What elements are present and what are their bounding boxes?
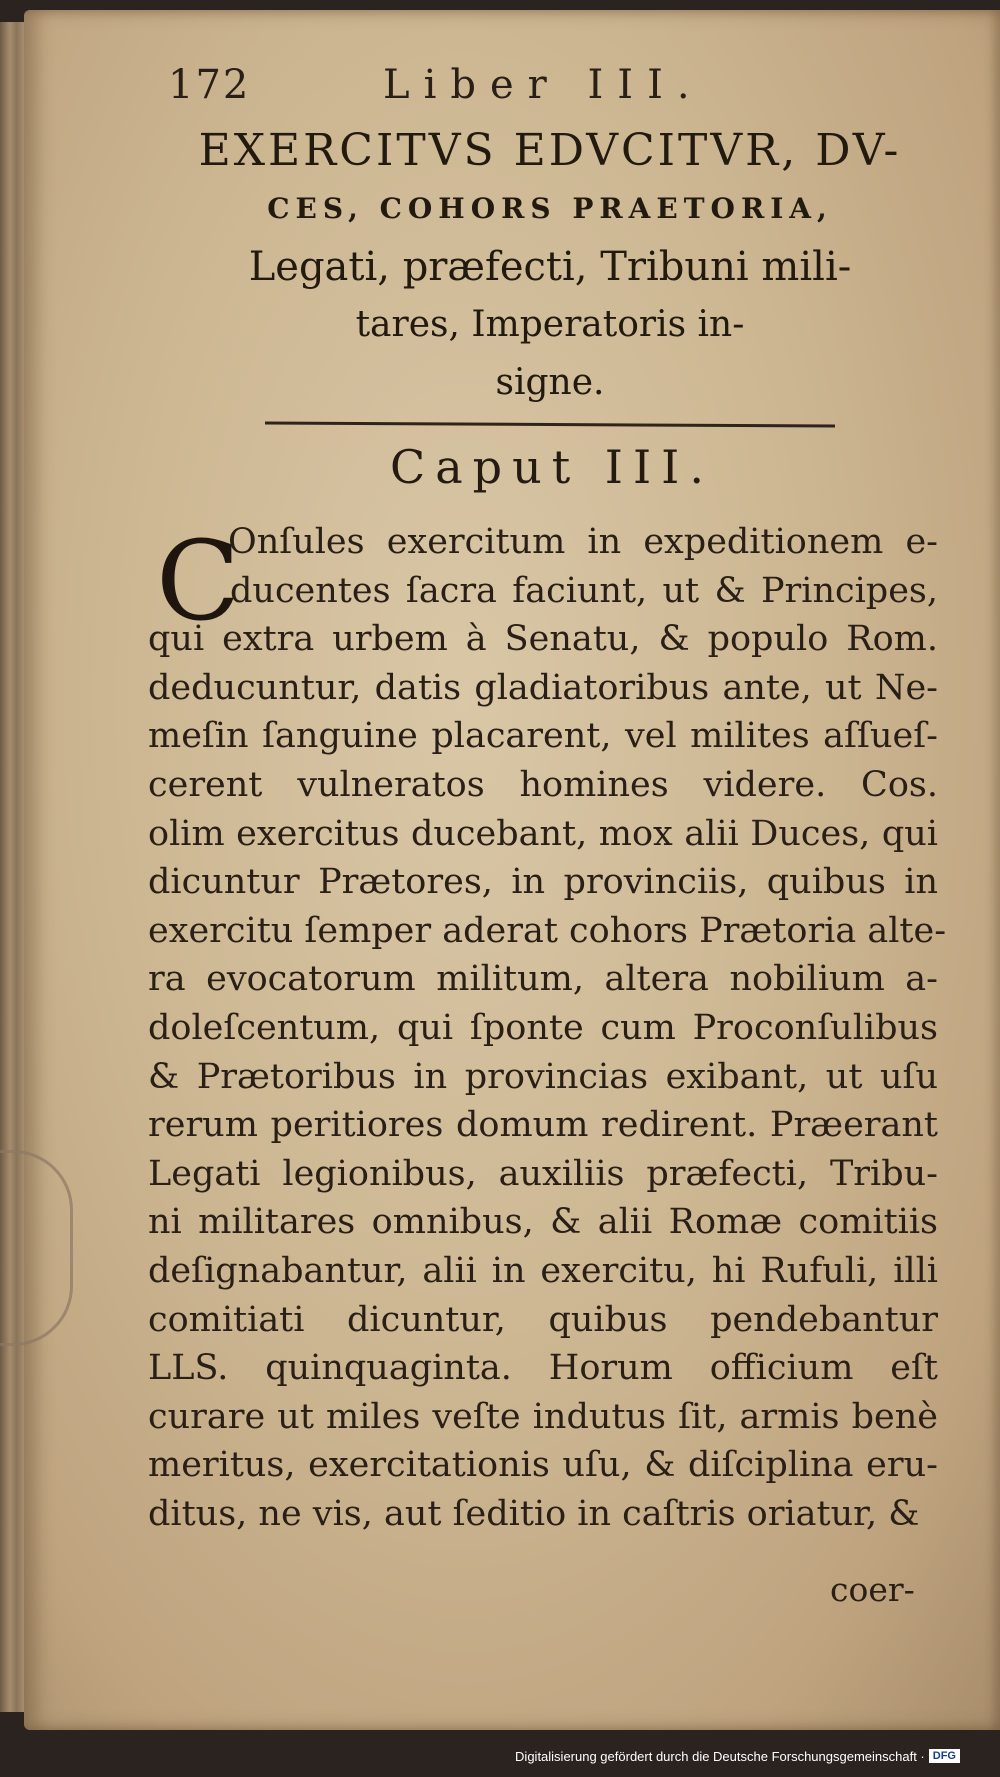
text-line: exercitu ſemper aderat cohors Prætoria alte-: [148, 910, 947, 951]
text-line: ditus, ne vis, aut ſeditio in caſtris oriatur, &: [148, 1493, 920, 1534]
section-heading: [160, 122, 940, 412]
text-line: deducuntur, datis gladiatoribus ante, ut Ne-: [148, 667, 938, 708]
text-line: doleſcentum, qui ſponte cum Proconſulibus: [148, 1007, 938, 1048]
heading-line-1: EXERCITVS EDVCITVR, DV-: [198, 125, 902, 176]
text-line: meſin ſanguine placarent, vel milites aſſueſ-: [148, 716, 938, 757]
text-line: ra evocatorum militum, altera nobilium a-: [148, 959, 938, 1000]
catchword: coer-: [830, 1570, 915, 1609]
text-line: Onſules exercitum in expeditionem e-: [228, 522, 938, 562]
drop-cap: C: [156, 517, 241, 645]
text-line: cerent vulneratos homines videre. Cos.: [148, 764, 938, 805]
digitization-footer: [515, 1743, 960, 1769]
text-line: LLS. quinquaginta. Horum officium eſt: [148, 1348, 938, 1389]
heading-line-5: signe.: [495, 362, 605, 403]
dfg-logo: DFG: [929, 1749, 960, 1763]
page-number: 172: [168, 62, 251, 108]
text-line: comitiati dicuntur, quibus pendebantur: [148, 1299, 938, 1340]
text-line: ducentes ſacra faciunt, ut & Principes,: [230, 570, 938, 611]
text-line: qui extra urbem à Senatu, & populo Rom.: [148, 619, 938, 660]
text-line: dicuntur Prætores, in provinciis, quibus in: [148, 862, 938, 903]
page-clip: [0, 1150, 73, 1346]
heading-line-4: tares, Imperatoris in-: [355, 304, 745, 345]
book-title: Liber III.: [383, 62, 704, 108]
text-line: meritus, exercitationis uſu, & diſciplina eru-: [148, 1445, 938, 1486]
heading-line-2: CES, COHORS PRAETORIA,: [267, 192, 833, 225]
footer-text: Digitalisierung gefördert durch die Deutsche Forschungsgemeinschaft ·: [515, 1748, 925, 1764]
text-line: olim exercitus ducebant, mox alii Duces, qui: [148, 813, 938, 854]
text-line: rerum peritiores domum redirent. Præerant: [148, 1105, 938, 1146]
text-line: Legati legionibus, auxiliis præfecti, Tribu-: [148, 1153, 938, 1194]
text-line: & Prætoribus in provincias exibant, ut uſu: [148, 1056, 938, 1097]
text-line: deſignabantur, alii in exercitu, hi Rufuli, illi: [148, 1250, 938, 1291]
text-line: ni militares omnibus, & alii Romæ comitiis: [148, 1202, 938, 1243]
heading-line-3: Legati, præfecti, Tribuni mili-: [248, 244, 852, 290]
text-line: curare ut miles veſte indutus ſit, armis benè: [148, 1396, 938, 1437]
chapter-title: Caput III.: [390, 440, 714, 494]
body-text: [148, 518, 947, 1538]
